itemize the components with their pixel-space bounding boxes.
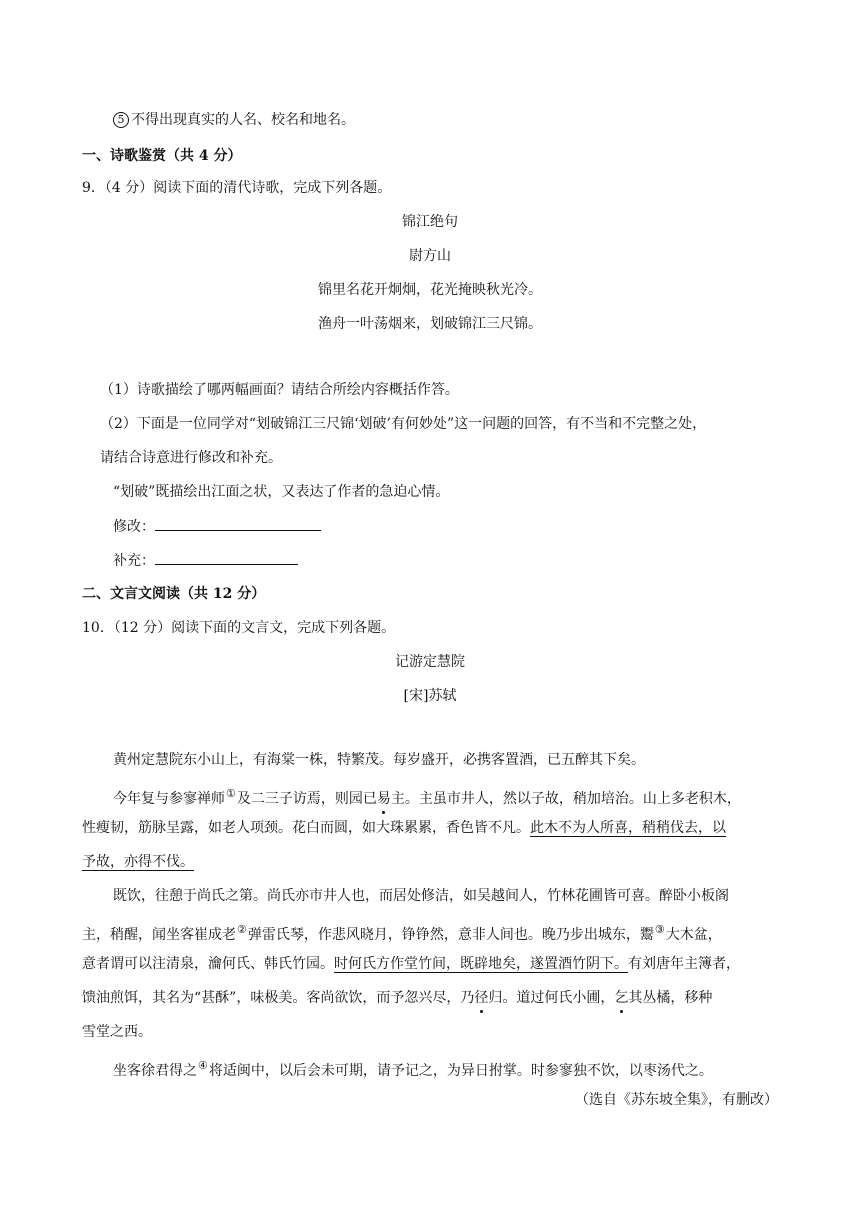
question-9-sub-2-line-2: 请结合诗意进行修改和补充。: [100, 450, 282, 466]
circled-number: 5: [113, 112, 129, 128]
passage-paragraph-3-line-5: 雪堂之西。: [82, 1024, 152, 1040]
passage-author: [宋]苏轼: [403, 688, 457, 704]
question-9-intro: 9．（4 分）阅读下面的清代诗歌，完成下列各题。: [82, 180, 392, 196]
supplement-answer-blank[interactable]: [155, 550, 298, 565]
note-marker-1: ①: [226, 787, 236, 800]
underlined-sentence-2: 时何氏方作堂竹间，既辟地矣，遂置酒竹阴下。: [334, 956, 628, 972]
note-marker-4: ④: [198, 1059, 208, 1072]
rule-5: 5 不得出现真实的人名、校名和地名。: [0, 110, 860, 130]
passage-paragraph-4: 坐客徐君得之④将适闽中，以后会未可期，请予记之，为异日拊掌。时参寥独不饮，以枣汤代之。: [113, 1059, 713, 1079]
passage-paragraph-3-line-1: 既饮，往憩于尚氏之第。尚氏亦市井人也，而居处修洁，如吴越间人，竹林花圃皆可喜。醉卧小板阁: [113, 888, 729, 904]
revise-answer-blank[interactable]: [155, 516, 321, 531]
note-marker-2: ②: [237, 923, 247, 936]
poem-author: 尉方山: [409, 248, 451, 264]
passage-paragraph-3-line-4: 馈油煎饵，其名为“甚酥”，味极美。客尚欲饮，而予忽兴尽，乃径归。道过何氏小圃，乞其丛橘，移种: [82, 990, 713, 1006]
passage-paragraph-3-line-3: 意者谓可以注清泉，瀹何氏、韩氏竹园。时何氏方作堂竹间，既辟地矣，遂置酒竹阴下。有刘唐年主簿者，: [82, 956, 740, 972]
question-9-sub-1: （1）诗歌描绘了哪两幅画面？请结合所绘内容概括作答。: [100, 382, 459, 398]
passage-paragraph-2-line-2: 性瘦韧，筋脉呈露，如老人项颈。花白而圆，如大珠累累，香色皆不凡。此木不为人所喜，稍稍伐去，以: [82, 820, 726, 836]
dotted-word-yi: 易: [376, 791, 391, 807]
student-answer: “划破”既描绘出江面之状，又表达了作者的急迫心情。: [113, 484, 450, 500]
underlined-sentence-1: 此木不为人所喜，稍稍伐去，以: [530, 820, 726, 836]
passage-title: 记游定慧院: [395, 654, 465, 670]
question-10-intro: 10．（12 分）阅读下面的文言文，完成下列各题。: [82, 620, 396, 636]
supplement-row: [0, 550, 860, 571]
dotted-word-jing: 径: [474, 990, 489, 1006]
dotted-word-qi: 乞: [614, 990, 629, 1006]
supplement-label: 补充：: [113, 553, 155, 569]
poem-line-2: 渔舟一叶荡烟来，划破锦江三尺锦。: [318, 316, 542, 332]
poem-title: 锦江绝句: [402, 214, 458, 230]
passage-paragraph-3-line-2: 主，稍醒，闻坐客崔成老②弹雷氏琴，作悲风晓月，铮铮然，意非人间也。晚乃步出城东，鬻③大木盆，: [82, 923, 722, 943]
passage-paragraph-2-line-3: [0, 852, 860, 872]
underlined-sentence-1-cont: 予故，亦得不伐。: [82, 854, 194, 870]
revise-label: 修改：: [113, 519, 155, 535]
revise-row: [0, 516, 860, 537]
poem-line-1: 锦里名花开炯炯，花光掩映秋光冷。: [318, 282, 542, 298]
section-1-title: 一、诗歌鉴赏（共 4 分）: [82, 148, 242, 164]
passage-paragraph-2-line-1: 今年复与参寥禅师①及二三子访焉，则园已易主。主虽市井人，然以子故，稍加培治。山上多老积木，: [113, 787, 741, 807]
note-marker-3: ③: [654, 923, 665, 936]
passage-paragraph-1: 黄州定慧院东小山上，有海棠一株，特繁茂。每岁盛开，必携客置酒，已五醉其下矣。: [113, 752, 645, 768]
section-2-title: 二、文言文阅读（共 12 分）: [82, 586, 266, 602]
passage-source: （选自《苏东坡全集》，有删改）: [575, 1092, 778, 1108]
question-9-sub-2-line-1: （2）下面是一位同学对“划破锦江三尺锦‘划破’有何妙处”这一问题的回答，有不当和不完整之处，: [100, 416, 707, 432]
